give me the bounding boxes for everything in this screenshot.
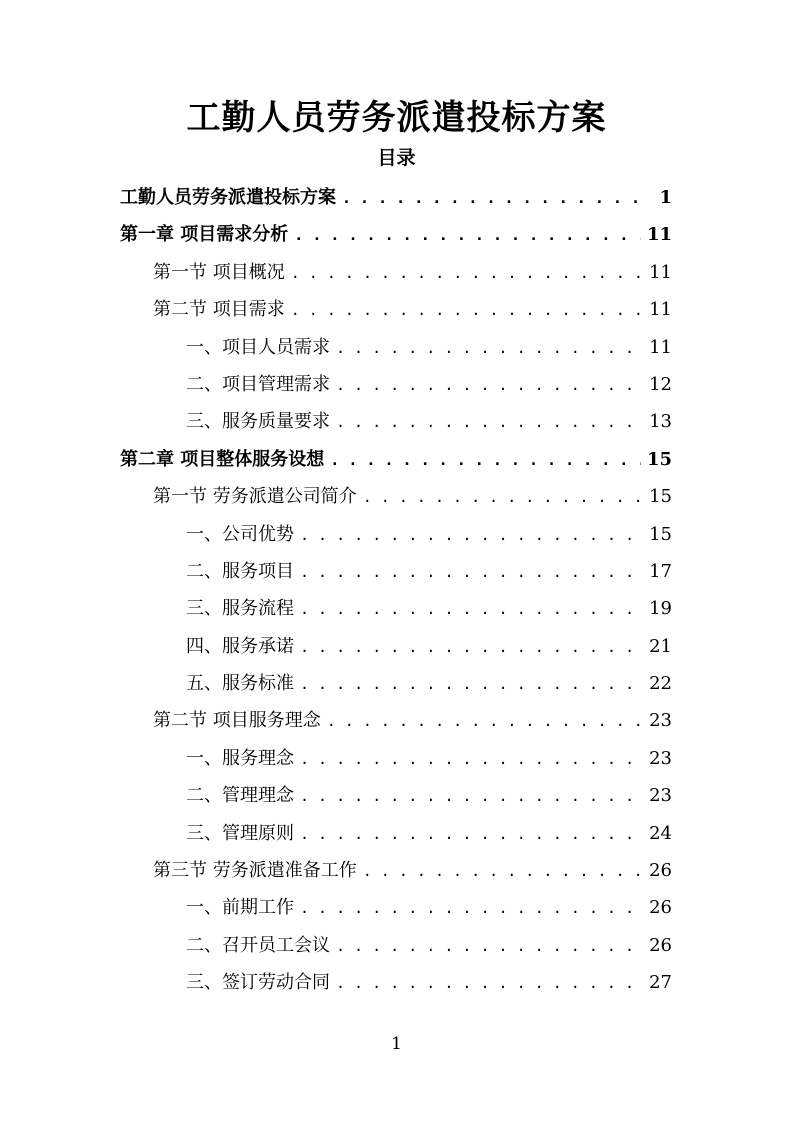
toc-entry[interactable]: [120, 702, 672, 739]
toc-entry-page-number: 19: [649, 598, 672, 620]
toc-entry[interactable]: [120, 216, 672, 253]
toc-entry-label: 一、前期工作: [186, 897, 294, 919]
toc-dot-leader: [300, 816, 643, 853]
toc-entry[interactable]: [120, 628, 672, 665]
toc-dot-leader: [291, 292, 643, 329]
toc-entry-label: 五、服务标准: [186, 673, 294, 695]
toc-entry-page-number: 11: [649, 336, 672, 358]
table-of-contents: [120, 179, 672, 1002]
toc-entry-label: 三、管理原则: [186, 822, 294, 844]
toc-entry-page-number: 15: [649, 523, 672, 545]
toc-entry-page-number: 11: [646, 224, 672, 246]
toc-entry-label: 二、管理理念: [186, 785, 294, 807]
toc-dot-leader: [327, 703, 643, 740]
toc-entry-page-number: 23: [649, 710, 672, 732]
toc-entry-label: 第二章 项目整体服务设想: [120, 448, 325, 470]
toc-entry-page-number: 15: [646, 448, 672, 470]
toc-heading: 目录: [377, 147, 416, 169]
toc-entry[interactable]: [120, 179, 672, 216]
toc-entry[interactable]: [120, 815, 672, 852]
toc-dot-leader: [300, 778, 643, 815]
toc-dot-leader: [336, 404, 643, 441]
toc-dot-leader: [300, 741, 643, 778]
toc-entry[interactable]: [120, 254, 672, 291]
toc-entry-label: 第二节 项目服务理念: [153, 710, 321, 732]
toc-entry-label: 二、服务项目: [186, 560, 294, 582]
toc-dot-leader: [336, 330, 643, 367]
toc-dot-leader: [300, 517, 643, 554]
toc-entry-label: 一、公司优势: [186, 523, 294, 545]
toc-entry-page-number: 26: [649, 897, 672, 919]
toc-entry-page-number: 24: [649, 822, 672, 844]
toc-dot-leader: [300, 890, 643, 927]
toc-entry-page-number: 23: [649, 747, 672, 769]
toc-entry-label: 四、服务承诺: [186, 635, 294, 657]
toc-entry-page-number: 13: [649, 411, 672, 433]
toc-entry-page-number: 11: [649, 299, 672, 321]
toc-entry-page-number: 17: [649, 560, 672, 582]
toc-entry[interactable]: [120, 852, 672, 889]
toc-entry-label: 一、项目人员需求: [186, 336, 330, 358]
toc-entry-label: 三、服务质量要求: [186, 411, 330, 433]
toc-entry-label: 第三节 劳务派遣准备工作: [153, 860, 357, 882]
toc-dot-leader: [330, 442, 641, 479]
toc-entry-label: 第一节 项目概况: [153, 261, 285, 283]
toc-entry[interactable]: [120, 366, 672, 403]
toc-entry-page-number: 27: [649, 972, 672, 994]
toc-entry-label: 一、服务理念: [186, 747, 294, 769]
toc-dot-leader: [300, 666, 643, 703]
toc-entry-page-number: 1: [659, 187, 672, 208]
toc-entry-label: 三、服务流程: [186, 598, 294, 620]
toc-entry[interactable]: [120, 964, 672, 1001]
toc-dot-leader: [294, 217, 641, 254]
toc-entry-page-number: 12: [649, 373, 672, 395]
toc-entry-page-number: 26: [649, 860, 672, 882]
toc-entry-page-number: 23: [649, 785, 672, 807]
toc-dot-leader: [363, 479, 643, 516]
toc-dot-leader: [363, 853, 643, 890]
toc-entry[interactable]: [120, 478, 672, 515]
toc-dot-leader: [342, 180, 646, 217]
toc-entry[interactable]: [120, 590, 672, 627]
toc-entry-label: 工勤人员劳务派遣投标方案: [120, 187, 336, 208]
toc-entry-page-number: 21: [649, 635, 672, 657]
toc-dot-leader: [300, 554, 643, 591]
toc-dot-leader: [336, 928, 643, 965]
toc-entry-page-number: 11: [649, 261, 672, 283]
page-number: 1: [391, 1034, 402, 1054]
toc-entry-page-number: 22: [649, 673, 672, 695]
toc-entry-page-number: 26: [649, 934, 672, 956]
toc-entry-label: 二、项目管理需求: [186, 373, 330, 395]
toc-dot-leader: [291, 255, 643, 292]
document-title: 工勤人员劳务派遣投标方案: [186, 98, 607, 138]
toc-dot-leader: [336, 965, 643, 1002]
toc-entry[interactable]: [120, 927, 672, 964]
toc-entry-label: 第二节 项目需求: [153, 299, 285, 321]
toc-entry[interactable]: [120, 441, 672, 478]
toc-entry-label: 第一章 项目需求分析: [120, 224, 289, 246]
toc-dot-leader: [300, 629, 643, 666]
toc-entry[interactable]: [120, 553, 672, 590]
toc-entry[interactable]: [120, 516, 672, 553]
toc-dot-leader: [300, 591, 643, 628]
toc-dot-leader: [336, 367, 643, 404]
toc-entry-page-number: 15: [649, 486, 672, 508]
toc-entry[interactable]: [120, 889, 672, 926]
toc-entry-label: 三、签订劳动合同: [186, 972, 330, 994]
toc-entry[interactable]: [120, 329, 672, 366]
toc-entry[interactable]: [120, 740, 672, 777]
toc-entry[interactable]: [120, 777, 672, 814]
toc-entry[interactable]: [120, 291, 672, 328]
toc-entry[interactable]: [120, 403, 672, 440]
toc-entry-label: 二、召开员工会议: [186, 934, 330, 956]
toc-entry-label: 第一节 劳务派遣公司简介: [153, 486, 357, 508]
toc-entry[interactable]: [120, 665, 672, 702]
